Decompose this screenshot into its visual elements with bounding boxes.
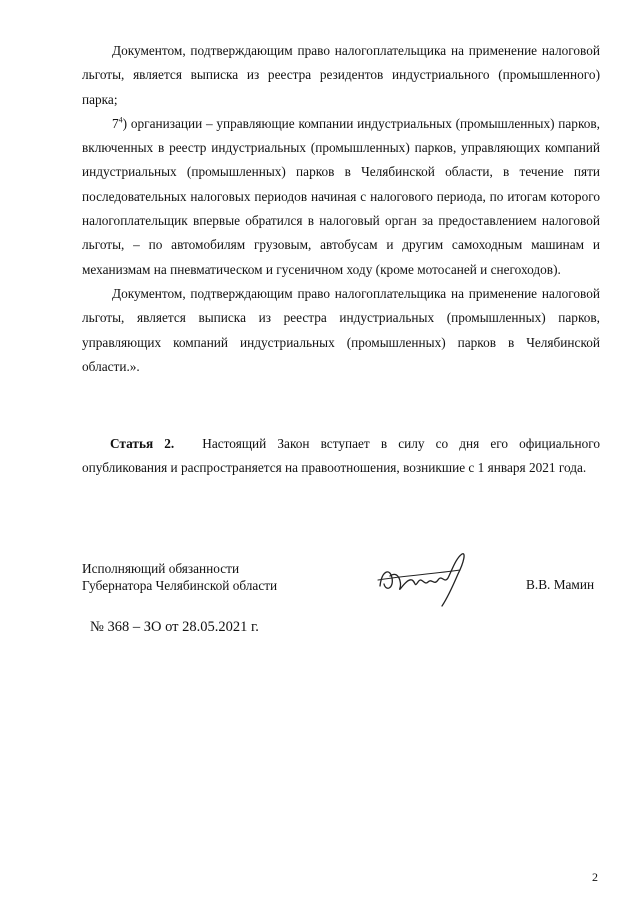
item-superscript: 4 <box>118 115 123 125</box>
paragraph-document-resident-registry: Документом, подтверждающим право налогоплательщика на применение налоговой льготы, является выписка из реестра резидентов индустриального (промышленного) парка; <box>82 43 600 107</box>
signatory-line-2: Губернатора Челябинской области <box>82 578 278 593</box>
item-number: 7 <box>112 115 119 131</box>
article-text: Настоящий Закон вступает в силу со дня его официального опубликования и распространяется на правоотношения, возникшие с 1 января 2021 года. <box>82 436 600 476</box>
page-number: 2 <box>592 870 598 884</box>
item-text: ) организации – управляющие компании индустриальных (промышленных) парков, включенных в реестр индустриальных (промышленных) парков, управляющих компаний индустриальных (промышленных) парков в Челябинской области, в течение пяти последовательных налоговых периодов начиная с налогового периода, по итогам которого налогоплательщик впервые обратился в налоговый орган за предоставлением налоговой льготы, – по автомобилям грузовым, автобусам и другим самоходным машинам и механизмам на пневматическом и гусеничном ходу (кроме мотосаней и снегоходов). <box>82 115 600 277</box>
paragraph-item-7-4 <box>82 112 600 282</box>
law-number-date: № 368 – ЗО от 28.05.2021 г. <box>90 619 259 635</box>
paragraph-document-parks-registry: Документом, подтверждающим право налогоплательщика на применение налоговой льготы, является выписка из реестра индустриальных (промышленных) парков, управляющих компаний индустриальных (промышленных) парков в Челябинской области.». <box>82 285 600 374</box>
handwritten-signature <box>372 548 476 610</box>
article-2 <box>82 432 600 481</box>
body-text <box>82 39 600 379</box>
article-heading: Статья 2. <box>110 436 175 451</box>
signatory-line-1: Исполняющий обязанности <box>82 561 240 576</box>
signatory-title <box>82 560 277 594</box>
signatory-name: В.В. Мамин <box>526 577 595 592</box>
